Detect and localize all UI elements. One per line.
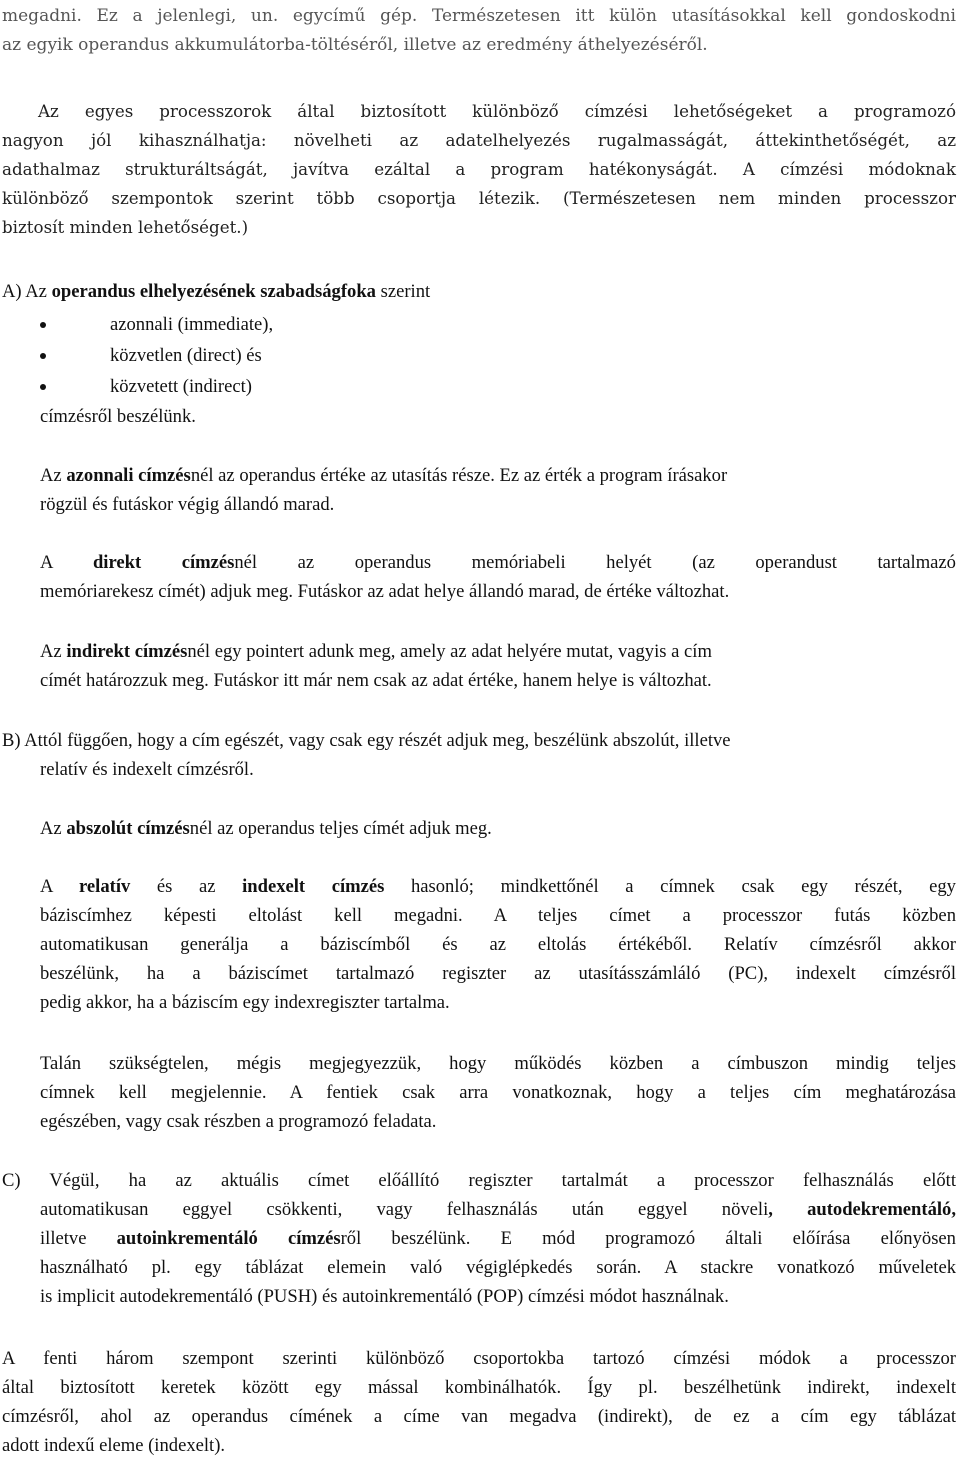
list-item-text: közvetlen (direct) és xyxy=(110,345,262,366)
section-a-heading xyxy=(2,277,956,306)
text-line: által biztosított keretek között egy mással kombinálhatók. Így pl. beszélhetünk indirekt, indexelt xyxy=(2,1377,956,1398)
text-line: Az egyes processzorok által biztosított különböző címzési lehetőségeket a programozó xyxy=(38,101,956,121)
text-line: is implicit autodekrementáló (PUSH) és autoinkrementáló (POP) címzési módot használnak. xyxy=(40,1286,729,1307)
term-relative: relatív xyxy=(79,876,131,897)
paragraph-immediate: Az azonnali címzésnél az operandus értéke az utasítás része. Ez az érték a program írásakor rögzül és futáskor végig állandó marad. xyxy=(40,461,956,519)
bullet-icon xyxy=(40,384,46,390)
term-direct: direkt xyxy=(92,552,142,573)
paragraph-addressing-intro xyxy=(2,97,956,242)
term-indexed: indexelt címzés xyxy=(242,876,385,897)
term-absolute: abszolút címzés xyxy=(66,818,190,839)
section-a-term: operandus elhelyezésének szabadságfoka xyxy=(51,281,376,302)
term-immediate: azonnali címzés xyxy=(66,465,191,486)
term-indirect: indirekt címzés xyxy=(66,641,188,662)
section-a-suffix: szerint xyxy=(375,281,431,302)
text-line: használható pl. egy táblázat elemein való végiglépkedés során. A stackre vonatkozó műveletek xyxy=(40,1257,956,1278)
paragraph-direct: A direkt címzésnél az operandus memóriabeli helyét (az operandust tartalmazó memóriarekesz címét) adjuk meg. Futáskor az adat helye állandó marad, de értéke változhat. xyxy=(40,548,956,606)
text-line: báziscímhez képesti eltolást kell megadni. A teljes címet a processzor futás közben xyxy=(40,905,956,926)
text-line: különböző szempontok szerint több csoportja létezik. (Természetesen nem minden processzor xyxy=(2,188,956,208)
bullet-icon xyxy=(40,322,46,328)
paragraph-note xyxy=(40,1049,956,1136)
text-line: biztosít minden lehetőséget.) xyxy=(2,217,249,237)
text-line: B) Attól függően, hogy a cím egészét, vagy csak egy részét adjuk meg, beszélünk abszolút, illetve xyxy=(2,730,731,751)
text-line: adott indexű eleme (indexelt). xyxy=(2,1435,226,1456)
text-line: címzésről, ahol az operandus címének a címe van megadva (indirekt), de ez a cím egy táblázat xyxy=(2,1406,956,1427)
paragraph-absolute: Az abszolút címzésnél az operandus teljes címét adjuk meg. xyxy=(40,818,492,839)
paragraph-relative-indexed: A relatív és az indexelt címzés hasonló; mindkettőnél a címnek csak egy részét, egy báziscímhez képesti eltolást kell megadni. A teljes címet a processzor futás közben automatikusan generálja a báziscímből és az eltolás értékéből. Relatív címzésről akkor beszélünk, ha a báziscímet tartalmazó regiszter az utasításszámláló (PC), indexelt címzésről pedig akkor, ha a báziscím egy indexregiszter tartalma. xyxy=(40,872,956,1017)
term-autodecrement: , autodekrementáló, xyxy=(768,1199,956,1220)
section-b xyxy=(2,726,956,784)
text-line: adathalmaz strukturáltságát, javítva ezáltal a program hatékonyságát. A címzési módoknak xyxy=(2,159,956,179)
text-line: pedig akkor, ha a báziscím egy indexregiszter tartalma. xyxy=(40,992,450,1013)
paragraph-final xyxy=(2,1344,956,1460)
text-line: címnek kell megjelennie. A fentiek csak arra vonatkoznak, hogy a teljes cím meghatározása xyxy=(40,1082,956,1103)
term-addressing: címzés xyxy=(181,552,235,573)
text-line: automatikusan generálja a báziscímből és az eltolás értékéből. Relatív címzésről akkor xyxy=(40,934,956,955)
text-line: beszélünk, ha a báziscímet tartalmazó regiszter az utasításszámláló (PC), indexelt címzésről xyxy=(40,963,956,984)
text-line: A fenti három szempont szerinti különböző csoportokba tartozó címzési módok a processzor xyxy=(2,1348,956,1369)
paragraph-indirect: Az indirekt címzésnél egy pointert adunk meg, amely az adat helyére mutat, vagyis a cím címét határozzuk meg. Futáskor itt már nem csak az adat értéke, hanem helye is változhat. xyxy=(40,637,956,695)
section-c: C) Végül, ha az aktuális címet előállító regiszter tartalmát a processzor felhasználás előtt automatikusan eggyel csökkenti, vagy felhasználás után eggyel növeli, autodekrementáló, illetve autoinkrementáló címzésről beszélünk. E mód programozó általi előírása előnyösen használható pl. egy táblázat elemein való végiglépkedés során. A stackre vonatkozó műveletek is implicit autodekrementáló (PUSH) és autoinkrementáló (POP) címzési módot használnak. xyxy=(2,1166,956,1311)
text-line: címét határozzuk meg. Futáskor itt már nem csak az adat értéke, hanem helye is változhat. xyxy=(40,670,712,691)
text-line: rögzül és futáskor végig állandó marad. xyxy=(40,494,335,515)
intro-paragraph xyxy=(2,2,956,60)
text-line: az egyik operandus akkumulátorba-töltéséről, illetve az eredmény áthelyezéséről. xyxy=(2,35,708,55)
text-line: C) Végül, ha az aktuális címet előállító regiszter tartalmát a processzor felhasználás előtt xyxy=(2,1170,956,1191)
bullet-icon xyxy=(40,353,46,359)
term-autoincrement: autoinkrementáló címzés xyxy=(116,1228,341,1249)
text-line: egészében, vagy csak részben a programozó feladata. xyxy=(40,1111,437,1132)
section-a-prefix: A) Az xyxy=(2,281,52,302)
text-line: nagyon jól kihasználhatja: növelheti az adatelhelyezés rugalmasságát, áttekinthetőségét, az xyxy=(2,130,956,150)
list-item-text: azonnali (immediate), xyxy=(110,314,274,335)
section-a-closing: címzésről beszélünk. xyxy=(40,406,196,427)
text-line: relatív és indexelt címzésről. xyxy=(40,759,254,780)
text-line: Talán szükségtelen, mégis megjegyezzük, hogy működés közben a címbuszon mindig teljes xyxy=(40,1053,956,1074)
list-item-text: közvetett (indirect) xyxy=(110,376,252,397)
text-line: megadni. Ez a jelenlegi, un. egycímű gép. Természetesen itt külön utasításokkal kell gondoskodni xyxy=(2,6,956,26)
text-line: memóriarekesz címét) adjuk meg. Futáskor az adat helye állandó marad, de értéke változhat. xyxy=(40,581,730,602)
